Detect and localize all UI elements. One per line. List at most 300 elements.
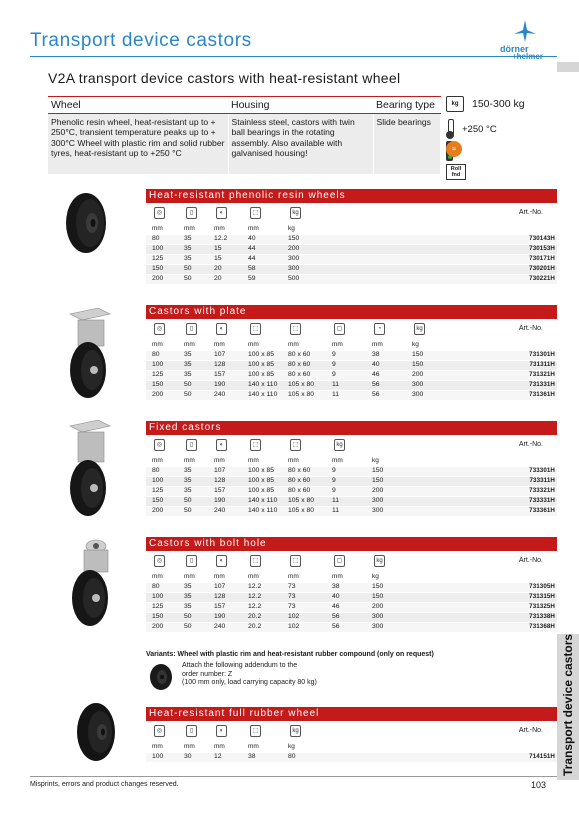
table-cell: 11	[332, 381, 340, 388]
table-row	[146, 245, 557, 255]
unit-label: mm	[152, 573, 163, 580]
article-number: 733361H	[529, 507, 555, 514]
unit-label: mm	[152, 225, 163, 232]
table-cell: 300	[372, 613, 384, 620]
table-cell: 150	[412, 351, 424, 358]
dimension-icon: ▯	[186, 323, 197, 335]
table-cell: 200	[152, 275, 164, 282]
roll-foundation-icon: Roll fnd	[446, 164, 466, 180]
units-row	[146, 743, 557, 753]
table-row	[146, 507, 557, 517]
dimension-icon: ◎	[154, 725, 165, 737]
dimension-icon: kg	[290, 207, 301, 219]
table-cell: 300	[288, 265, 300, 272]
load-capacity: 150-300 kg	[472, 98, 525, 110]
unit-label: kg	[288, 225, 295, 232]
table-cell: 15	[214, 245, 222, 252]
table-cell: 50	[184, 265, 192, 272]
dimension-icon: ⬚	[250, 323, 261, 335]
table-cell: 35	[184, 245, 192, 252]
table-cell: 300	[412, 391, 424, 398]
dimension-icon: ◎	[154, 323, 165, 335]
article-number: 731331H	[529, 381, 555, 388]
dimension-icon: ▯	[186, 207, 197, 219]
table-cell: 73	[288, 583, 296, 590]
table-cell: 105 x 80	[288, 497, 315, 504]
table-cell: 300	[372, 623, 384, 630]
dimension-icon-row	[146, 435, 557, 457]
table-cell: 190	[214, 497, 226, 504]
table-cell: 80 x 60	[288, 351, 311, 358]
article-number: 730201H	[529, 265, 555, 272]
table-cell: 50	[184, 613, 192, 620]
spec-wheel: Phenolic resin wheel, heat-resistant up to + 250°C, transient temperature peaks up to + 300°C Wheel with plastic rim and solid rubber tyres, heat-resistant up to +250 °C	[48, 114, 228, 174]
unit-label: mm	[248, 225, 259, 232]
table-cell: 100 x 85	[248, 467, 275, 474]
dimension-icon: ▯	[186, 439, 197, 451]
dimension-icon: ◐	[216, 555, 227, 567]
table-row	[146, 371, 557, 381]
section-title: Heat-resistant full rubber wheel	[146, 707, 557, 721]
table-cell: 30	[184, 753, 192, 760]
footer-divider	[30, 776, 557, 777]
units-row	[146, 457, 557, 467]
table-cell: 38	[248, 753, 256, 760]
table-cell: 107	[214, 351, 226, 358]
table-cell: 125	[152, 487, 164, 494]
dimension-icon: ◐	[216, 439, 227, 451]
spec-header-housing: Housing	[228, 97, 373, 114]
table-cell: 102	[288, 613, 300, 620]
table-cell: 56	[332, 623, 340, 630]
table-cell: 9	[332, 351, 336, 358]
table-cell: 9	[332, 467, 336, 474]
dimension-icon-row	[146, 203, 557, 225]
table-cell: 125	[152, 603, 164, 610]
fixed-castor-icon	[64, 420, 114, 518]
unit-label: mm	[332, 457, 343, 464]
dimension-icon: ◎	[154, 555, 165, 567]
unit-label: mm	[184, 225, 195, 232]
unit-label: mm	[332, 341, 343, 348]
table-cell: 150	[372, 477, 384, 484]
table-cell: 50	[184, 391, 192, 398]
unit-label: mm	[372, 341, 383, 348]
table-cell: 240	[214, 623, 226, 630]
table-cell: 240	[214, 391, 226, 398]
phenolic-wheel-icon	[62, 190, 110, 256]
page-number: 103	[531, 780, 547, 790]
dimension-icon: ⬚	[250, 207, 261, 219]
table-cell: 20.2	[248, 613, 262, 620]
unit-label: mm	[288, 341, 299, 348]
table-cell: 200	[152, 391, 164, 398]
unit-label: mm	[152, 457, 163, 464]
dimension-icon: kg	[290, 725, 301, 737]
table-row	[146, 351, 557, 361]
table-cell: 100 x 85	[248, 361, 275, 368]
unit-label: mm	[248, 743, 259, 750]
table-cell: 12	[214, 753, 222, 760]
table-cell: 40	[332, 593, 340, 600]
table-cell: 128	[214, 477, 226, 484]
table-cell: 140 x 110	[248, 497, 278, 504]
table-cell: 128	[214, 593, 226, 600]
article-number: 731305H	[529, 583, 555, 590]
table-cell: 300	[288, 255, 300, 262]
table-cell: 80	[152, 351, 160, 358]
unit-label: mm	[184, 457, 195, 464]
article-number: 730153H	[529, 245, 555, 252]
units-row	[146, 225, 557, 235]
table-cell: 40	[248, 235, 256, 242]
art-no-label: Art.-No.	[518, 441, 543, 448]
table-cell: 9	[332, 487, 336, 494]
table-cell: 20	[214, 265, 222, 272]
table-cell: 190	[214, 381, 226, 388]
variants-line-1: Attach the following addendum to the	[182, 662, 298, 669]
table-cell: 105 x 80	[288, 507, 315, 514]
article-number: 733321H	[529, 487, 555, 494]
variants-line-2: order number: Z	[182, 670, 233, 678]
article-number: 731315H	[529, 593, 555, 600]
section-4	[146, 707, 557, 763]
table-cell: 128	[214, 361, 226, 368]
unit-label: mm	[184, 743, 195, 750]
table-cell: 40	[372, 361, 380, 368]
table-cell: 80	[152, 467, 160, 474]
table-cell: 150	[372, 593, 384, 600]
table-cell: 35	[184, 593, 192, 600]
table-row	[146, 477, 557, 487]
section-title: Heat-resistant phenolic resin wheels	[146, 189, 557, 203]
section-subtitle: V2A transport device castors with heat-resistant wheel	[48, 70, 401, 86]
table-cell: 100	[152, 245, 164, 252]
table-row	[146, 361, 557, 371]
article-number: 730221H	[529, 275, 555, 282]
unit-label: mm	[332, 573, 343, 580]
table-cell: 46	[332, 603, 340, 610]
dimension-icon: kg	[334, 439, 345, 451]
table-cell: 200	[152, 623, 164, 630]
table-cell: 15	[214, 255, 222, 262]
dimension-icon: ◐	[216, 725, 227, 737]
variant-wheel-icon	[148, 663, 174, 691]
section-title: Castors with plate	[146, 305, 557, 319]
table-cell: 190	[214, 613, 226, 620]
side-tab-label: Transport device castors	[561, 633, 575, 776]
table-cell: 35	[184, 583, 192, 590]
art-no-label: Art.-No.	[518, 557, 543, 564]
table-cell: 35	[184, 603, 192, 610]
unit-label: mm	[214, 341, 225, 348]
dimension-icon: kg	[374, 555, 385, 567]
table-cell: 80 x 60	[288, 477, 311, 484]
table-row	[146, 381, 557, 391]
table-cell: 200	[372, 487, 384, 494]
spec-header-wheel: Wheel	[48, 97, 228, 114]
table-cell: 100	[152, 477, 164, 484]
table-cell: 100	[152, 361, 164, 368]
table-cell: 35	[184, 235, 192, 242]
table-cell: 35	[184, 351, 192, 358]
table-cell: 150	[152, 497, 164, 504]
company-logo	[500, 20, 550, 60]
table-cell: 12.2	[248, 603, 262, 610]
table-cell: 80	[152, 583, 160, 590]
table-cell: 80 x 60	[288, 487, 311, 494]
dimension-icon: ⬚	[250, 725, 261, 737]
table-cell: 100 x 85	[248, 477, 275, 484]
unit-label: mm	[152, 341, 163, 348]
variants-line-3: (100 mm only, load carrying capacity 80 kg)	[182, 679, 317, 686]
unit-label: mm	[214, 743, 225, 750]
dimension-icon: ▯	[186, 555, 197, 567]
table-cell: 35	[184, 371, 192, 378]
table-cell: 50	[184, 497, 192, 504]
art-no-label: Art.-No.	[518, 209, 543, 216]
table-cell: 58	[248, 265, 256, 272]
table-row	[146, 593, 557, 603]
table-cell: 140 x 110	[248, 391, 278, 398]
table-cell: 35	[184, 467, 192, 474]
table-cell: 35	[184, 477, 192, 484]
footer-note: Misprints, errors and product changes reserved.	[30, 781, 179, 788]
swivel-castor-plate-icon	[64, 308, 114, 400]
spec-housing: Stainless steel, castors with twin ball bearings in the rotating assembly. Also available with galvanised housing!	[228, 114, 373, 174]
section-3	[146, 537, 557, 633]
table-cell: 105 x 80	[288, 391, 315, 398]
dimension-icon: ◎	[154, 439, 165, 451]
thermometer-icon	[446, 119, 454, 139]
table-cell: 59	[248, 275, 256, 282]
unit-label: kg	[372, 457, 379, 464]
table-cell: 102	[288, 623, 300, 630]
unit-label: mm	[152, 743, 163, 750]
unit-label: mm	[214, 457, 225, 464]
full-rubber-wheel-icon	[74, 701, 120, 763]
unit-label: mm	[248, 573, 259, 580]
dimension-icon-row	[146, 319, 557, 341]
table-cell: 150	[152, 613, 164, 620]
table-cell: 11	[332, 507, 340, 514]
table-row	[146, 753, 557, 763]
article-number: 733331H	[529, 497, 555, 504]
table-cell: 35	[184, 255, 192, 262]
dimension-icon: ▢	[334, 555, 345, 567]
unit-label: mm	[214, 225, 225, 232]
side-chapter-tab	[557, 634, 579, 780]
logo-text-1: dörner	[500, 44, 529, 54]
table-row	[146, 487, 557, 497]
table-cell: 50	[184, 275, 192, 282]
table-cell: 20.2	[248, 623, 262, 630]
header-divider	[30, 56, 557, 57]
table-row	[146, 265, 557, 275]
variants-note	[146, 651, 434, 686]
table-cell: 80	[152, 235, 160, 242]
table-cell: 100 x 85	[248, 351, 275, 358]
section-title: Castors with bolt hole	[146, 537, 557, 551]
table-cell: 300	[372, 507, 384, 514]
dimension-icon-row	[146, 721, 557, 743]
dimension-icon: ▯	[186, 725, 197, 737]
table-cell: 240	[214, 507, 226, 514]
section-title: Fixed castors	[146, 421, 557, 435]
bolt-hole-castor-icon	[66, 538, 116, 628]
table-cell: 80	[288, 753, 296, 760]
table-cell: 150	[412, 361, 424, 368]
dimension-icon: ◐	[216, 207, 227, 219]
dimension-icon-row	[146, 551, 557, 573]
table-row	[146, 467, 557, 477]
table-cell: 9	[332, 361, 336, 368]
table-cell: 100 x 85	[248, 487, 275, 494]
page-title: Transport device castors	[30, 30, 252, 51]
article-number: 731368H	[529, 623, 555, 630]
table-cell: 80 x 60	[288, 371, 311, 378]
article-number: 730143H	[529, 235, 555, 242]
table-cell: 157	[214, 371, 226, 378]
table-cell: 9	[332, 477, 336, 484]
table-cell: 150	[372, 583, 384, 590]
table-cell: 100 x 85	[248, 371, 275, 378]
article-number: 731325H	[529, 603, 555, 610]
table-cell: 44	[248, 255, 256, 262]
table-cell: 107	[214, 467, 226, 474]
article-number: 714151H	[529, 753, 555, 760]
table-cell: 80 x 60	[288, 361, 311, 368]
article-number: 731338H	[529, 613, 555, 620]
table-cell: 35	[184, 361, 192, 368]
section-2	[146, 421, 557, 517]
table-cell: 56	[372, 381, 380, 388]
section-1	[146, 305, 557, 401]
table-cell: 107	[214, 583, 226, 590]
table-cell: 150	[372, 467, 384, 474]
table-cell: 500	[288, 275, 300, 282]
dimension-icon: ⬚	[250, 555, 261, 567]
table-row	[146, 613, 557, 623]
table-cell: 80 x 60	[288, 467, 311, 474]
table-row	[146, 275, 557, 285]
dimension-icon: ◔	[374, 323, 385, 335]
spec-table	[48, 96, 441, 174]
temperature: +250 °C	[462, 123, 497, 135]
table-row	[146, 497, 557, 507]
table-cell: 300	[412, 381, 424, 388]
unit-label: mm	[184, 341, 195, 348]
dimension-icon: ⬚	[290, 439, 301, 451]
unit-label: mm	[248, 341, 259, 348]
dimension-icon: ⬚	[290, 555, 301, 567]
art-no-label: Art.-No.	[518, 727, 543, 734]
heat-resistance-icon: ≈	[446, 141, 462, 157]
table-cell: 11	[332, 497, 340, 504]
dimension-icon: ◐	[216, 323, 227, 335]
table-row	[146, 255, 557, 265]
table-cell: 12.2	[248, 583, 262, 590]
unit-label: mm	[214, 573, 225, 580]
art-no-label: Art.-No.	[518, 325, 543, 332]
dimension-icon: kg	[414, 323, 425, 335]
table-row	[146, 235, 557, 245]
table-cell: 100	[152, 593, 164, 600]
article-number: 731361H	[529, 391, 555, 398]
table-cell: 20	[214, 275, 222, 282]
article-number: 731321H	[529, 371, 555, 378]
variants-title: Variants: Wheel with plastic rim and heat-resistant rubber compound (only on request)	[146, 651, 434, 658]
table-cell: 105 x 80	[288, 381, 315, 388]
table-cell: 125	[152, 255, 164, 262]
table-row	[146, 603, 557, 613]
table-cell: 100	[152, 753, 164, 760]
section-0	[146, 189, 557, 285]
table-cell: 200	[288, 245, 300, 252]
table-cell: 50	[184, 381, 192, 388]
article-number: 730171H	[529, 255, 555, 262]
spec-header-bearing: Bearing type	[373, 97, 441, 114]
table-cell: 50	[184, 507, 192, 514]
unit-label: kg	[288, 743, 295, 750]
unit-label: kg	[372, 573, 379, 580]
table-cell: 150	[152, 265, 164, 272]
article-number: 731301H	[529, 351, 555, 358]
units-row	[146, 341, 557, 351]
table-cell: 56	[372, 391, 380, 398]
table-cell: 140 x 110	[248, 507, 278, 514]
table-cell: 200	[152, 507, 164, 514]
load-weight-icon: kg	[446, 96, 464, 112]
table-cell: 44	[248, 245, 256, 252]
unit-label: mm	[248, 457, 259, 464]
logo-mark-icon	[514, 20, 536, 42]
unit-label: mm	[184, 573, 195, 580]
article-number: 731311H	[529, 361, 555, 368]
table-cell: 50	[184, 623, 192, 630]
table-cell: 125	[152, 371, 164, 378]
table-cell: 35	[184, 487, 192, 494]
table-cell: 38	[332, 583, 340, 590]
table-cell: 150	[288, 235, 300, 242]
spec-bearing: Slide bearings	[373, 114, 441, 174]
unit-label: mm	[288, 457, 299, 464]
table-cell: 200	[412, 371, 424, 378]
table-cell: 11	[332, 391, 340, 398]
table-cell: 300	[372, 497, 384, 504]
table-cell: 157	[214, 603, 226, 610]
unit-label: kg	[412, 341, 419, 348]
table-cell: 200	[372, 603, 384, 610]
dimension-icon: ⬚	[290, 323, 301, 335]
table-row	[146, 583, 557, 593]
dimension-icon: ▢	[334, 323, 345, 335]
dimension-icon: ⬚	[250, 439, 261, 451]
table-cell: 157	[214, 487, 226, 494]
table-cell: 12.2	[248, 593, 262, 600]
table-cell: 46	[372, 371, 380, 378]
article-number: 733311H	[529, 477, 555, 484]
table-row	[146, 623, 557, 633]
units-row	[146, 573, 557, 583]
table-row	[146, 391, 557, 401]
table-cell: 9	[332, 371, 336, 378]
unit-label: mm	[288, 573, 299, 580]
table-cell: 140 x 110	[248, 381, 278, 388]
table-cell: 73	[288, 603, 296, 610]
article-number: 733301H	[529, 467, 555, 474]
table-cell: 12.2	[214, 235, 228, 242]
